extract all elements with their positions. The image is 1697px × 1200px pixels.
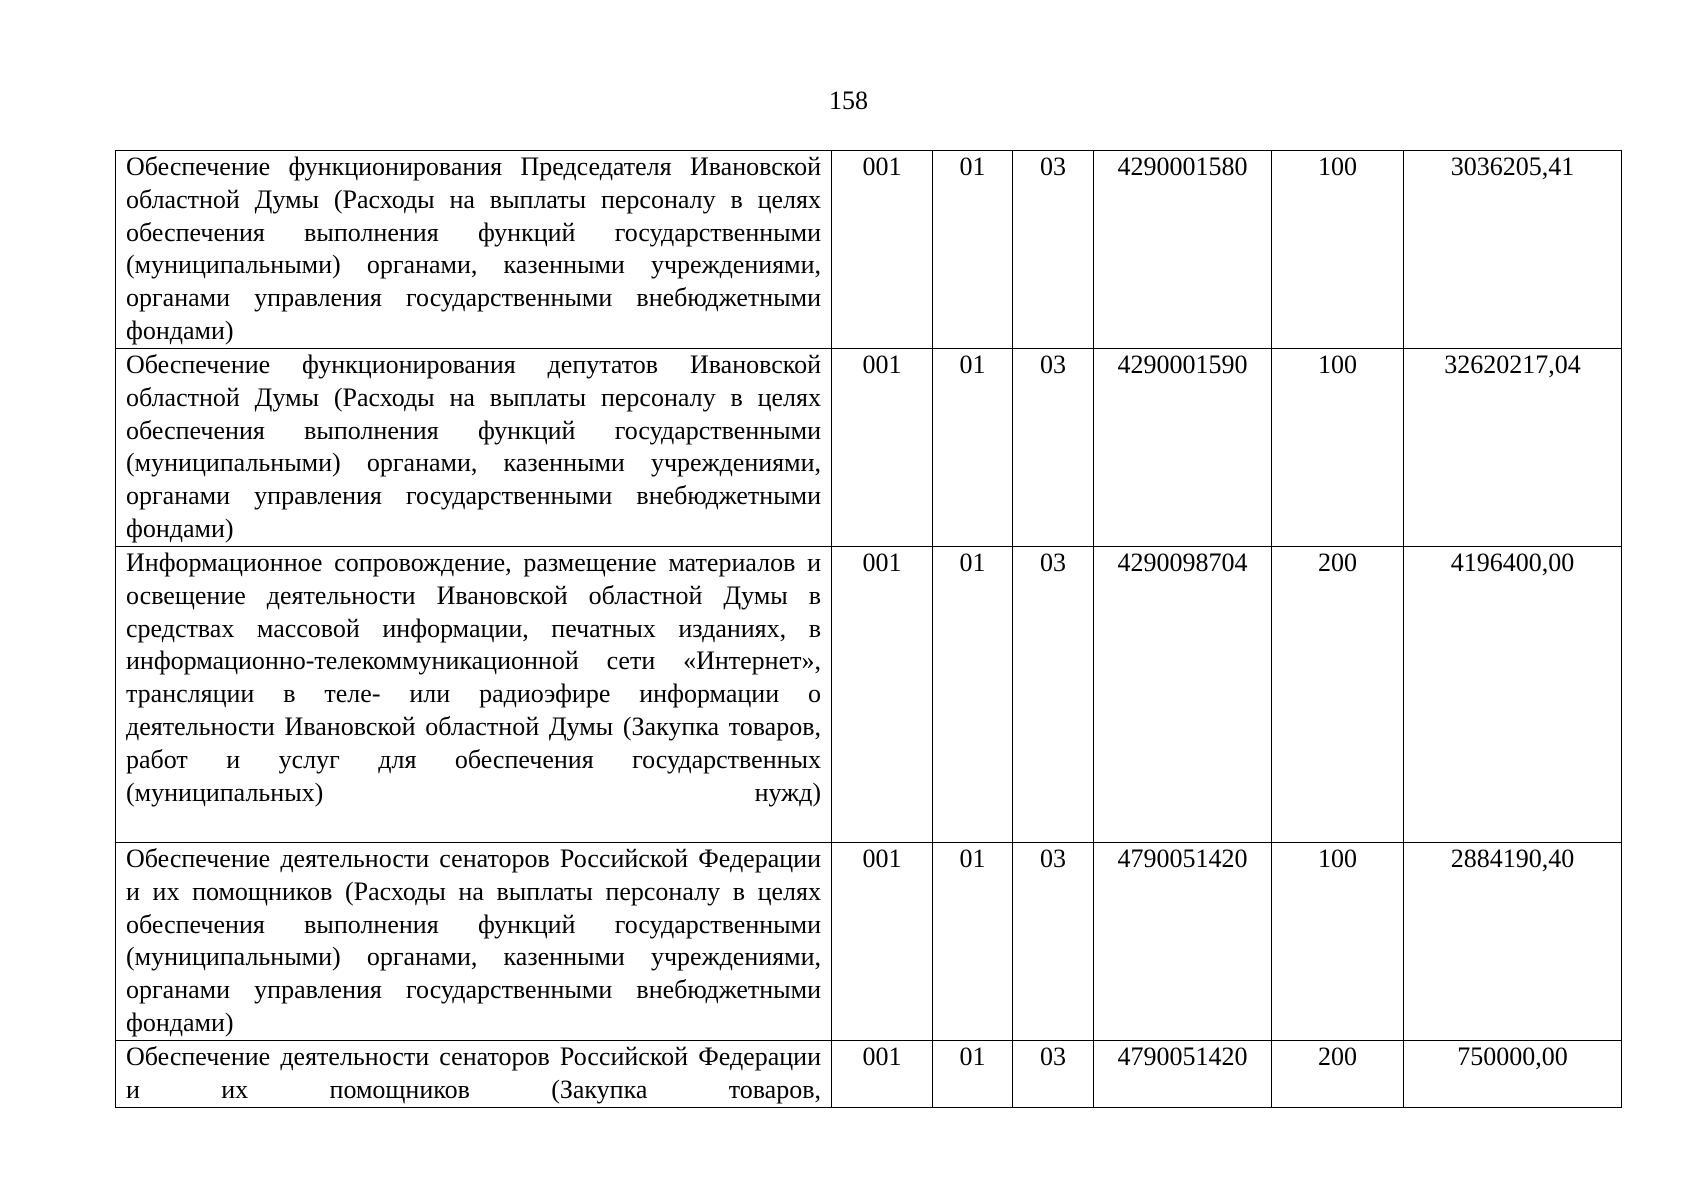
table-row bbox=[116, 843, 1622, 1041]
subsection-code: 03 bbox=[1013, 349, 1094, 547]
table-row bbox=[116, 547, 1622, 843]
target-article-code: 4290001580 bbox=[1094, 151, 1272, 349]
expense-type-code: 100 bbox=[1272, 151, 1404, 349]
table-row bbox=[116, 151, 1622, 349]
section-code: 01 bbox=[933, 151, 1013, 349]
table-row bbox=[116, 1041, 1622, 1108]
subsection-code: 03 bbox=[1013, 547, 1094, 843]
subsection-code: 03 bbox=[1013, 1041, 1094, 1108]
budget-table bbox=[115, 150, 1622, 1108]
ministry-code: 001 bbox=[832, 349, 933, 547]
amount: 750000,00 bbox=[1404, 1041, 1622, 1108]
subsection-code: 03 bbox=[1013, 843, 1094, 1041]
row-description: Обеспечение деятельности сенаторов Российской Федерации и их помощников (Расходы на выплаты персоналу в целях обеспечения выполнения функций государственными (муниципальными) органами, казенными учреждениями, органами управления государственными внебюджетными фондами) bbox=[116, 843, 832, 1041]
amount: 2884190,40 bbox=[1404, 843, 1622, 1041]
subsection-code: 03 bbox=[1013, 151, 1094, 349]
section-code: 01 bbox=[933, 1041, 1013, 1108]
target-article-code: 4790051420 bbox=[1094, 1041, 1272, 1108]
row-description: Обеспечение деятельности сенаторов Российской Федерации и их помощников (Закупка товаров, bbox=[116, 1041, 832, 1108]
expense-type-code: 200 bbox=[1272, 547, 1404, 843]
amount: 4196400,00 bbox=[1404, 547, 1622, 843]
section-code: 01 bbox=[933, 843, 1013, 1041]
page-number: 158 bbox=[829, 86, 868, 115]
amount: 32620217,04 bbox=[1404, 349, 1622, 547]
target-article-code: 4790051420 bbox=[1094, 843, 1272, 1041]
expense-type-code: 100 bbox=[1272, 349, 1404, 547]
ministry-code: 001 bbox=[832, 1041, 933, 1108]
table-row bbox=[116, 349, 1622, 547]
section-code: 01 bbox=[933, 349, 1013, 547]
target-article-code: 4290098704 bbox=[1094, 547, 1272, 843]
expense-type-code: 200 bbox=[1272, 1041, 1404, 1108]
ministry-code: 001 bbox=[832, 843, 933, 1041]
row-description: Информационное сопровождение, размещение материалов и освещение деятельности Ивановской областной Думы в средствах массовой информации, печатных изданиях, в информационно-телекоммуникационной сети «Интернет», трансляции в теле- или радиоэфире информации о деятельности Ивановской областной Думы (Закупка товаров, работ и услуг для обеспечения государственных (муниципальных) нужд) bbox=[116, 547, 832, 843]
expense-type-code: 100 bbox=[1272, 843, 1404, 1041]
amount: 3036205,41 bbox=[1404, 151, 1622, 349]
row-description: Обеспечение функционирования депутатов Ивановской областной Думы (Расходы на выплаты персоналу в целях обеспечения выполнения функций государственными (муниципальными) органами, казенными учреждениями, органами управления государственными внебюджетными фондами) bbox=[116, 349, 832, 547]
ministry-code: 001 bbox=[832, 151, 933, 349]
target-article-code: 4290001590 bbox=[1094, 349, 1272, 547]
section-code: 01 bbox=[933, 547, 1013, 843]
ministry-code: 001 bbox=[832, 547, 933, 843]
row-description: Обеспечение функционирования Председателя Ивановской областной Думы (Расходы на выплаты персоналу в целях обеспечения выполнения функций государственными (муниципальными) органами, казенными учреждениями, органами управления государственными внебюджетными фондами) bbox=[116, 151, 832, 349]
